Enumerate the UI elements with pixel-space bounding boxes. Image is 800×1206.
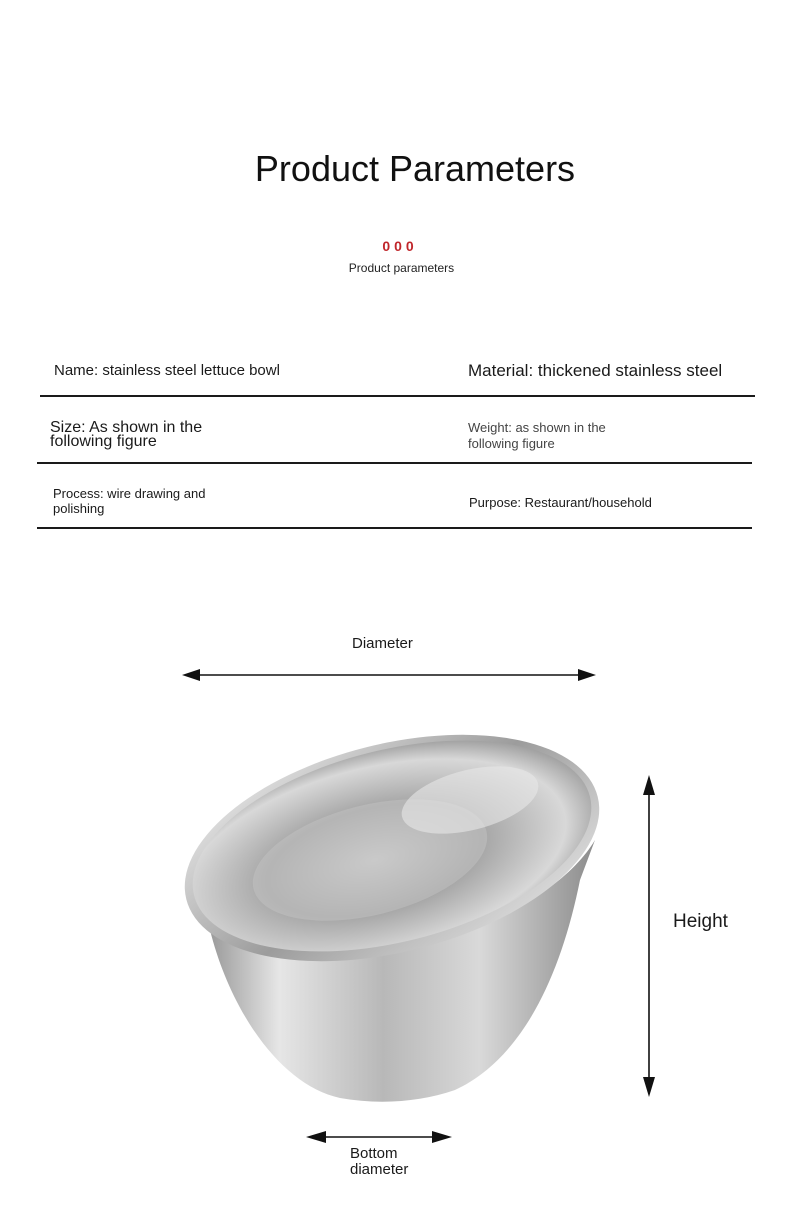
param-weight: Weight: as shown in the following figure	[468, 420, 606, 451]
param-purpose: Purpose: Restaurant/household	[469, 495, 652, 510]
diameter-arrow	[182, 669, 596, 681]
bottom-diameter-arrow	[306, 1131, 452, 1143]
param-material: Material: thickened stainless steel	[468, 361, 723, 380]
param-name: Name: stainless steel lettuce bowl	[54, 362, 280, 379]
diameter-label: Diameter	[352, 635, 413, 652]
bottom-diameter-label: Bottom diameter	[350, 1145, 409, 1178]
bowl-image	[161, 696, 623, 1102]
param-size: Size: As shown in the following figure	[50, 419, 203, 450]
param-process: Process: wire drawing and polishing	[53, 486, 206, 516]
page-title: Product Parameters	[254, 148, 576, 189]
section-subtitle: Product parameters	[348, 261, 455, 275]
decorative-dots: 000	[382, 238, 418, 254]
height-arrow	[643, 775, 655, 1097]
height-label: Height	[673, 911, 728, 932]
